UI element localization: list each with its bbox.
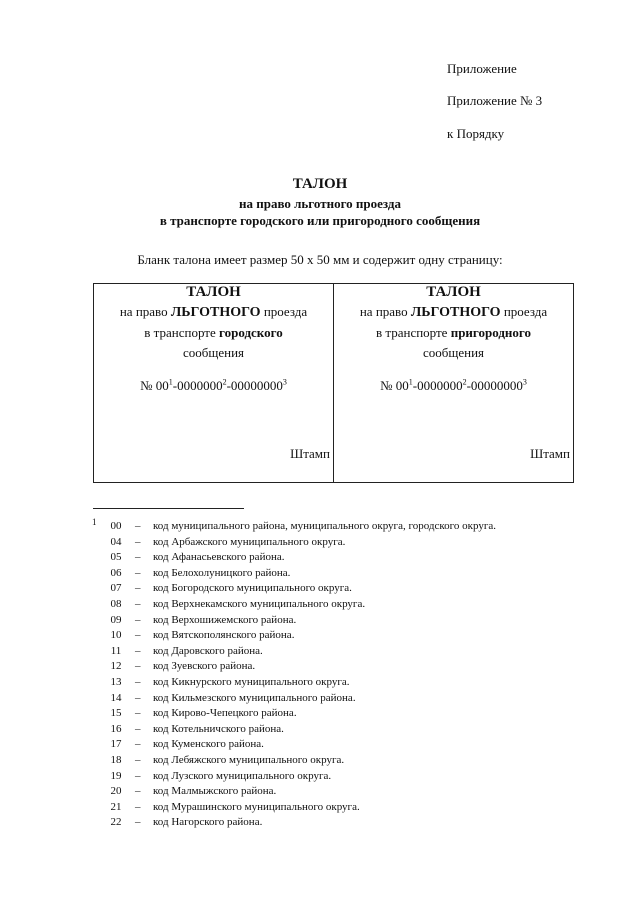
- appendix-label: Приложение: [447, 61, 517, 76]
- footnote-row: [0, 629, 640, 644]
- footnote-row: [0, 567, 640, 582]
- footnote-dash: –: [135, 551, 141, 564]
- footnote-text: код Даровского района.: [153, 644, 263, 657]
- card-line-service: сообщения: [422, 345, 485, 360]
- footnote-row: [0, 754, 640, 769]
- footnote-code: 13: [110, 676, 122, 688]
- footnote-text: код Нагорского района.: [153, 816, 263, 829]
- footnote-text: код Белохолуницкого района.: [153, 566, 291, 579]
- footnote-row: [0, 707, 640, 722]
- footnote-row: [0, 692, 640, 707]
- footnote-code: 06: [110, 566, 122, 579]
- footnote-code: 11: [110, 644, 122, 657]
- footnote-text: код Мурашинского муниципального округа.: [153, 800, 360, 813]
- footnote-text: код Верхошижемского района.: [153, 613, 297, 626]
- footnote-text: код Лебяжского муниципального округа.: [153, 754, 345, 766]
- card-stamp: Штамп: [290, 446, 330, 461]
- footnote-separator: [93, 508, 244, 509]
- document-subtitle-1: на право льготного проезда: [239, 196, 401, 211]
- footnote-dash: –: [135, 520, 141, 532]
- footnote-text: код Богородского муниципального округа.: [153, 582, 352, 595]
- footnote-row: [0, 785, 640, 800]
- footnote-dash: –: [135, 566, 141, 579]
- document-subtitle-2: в транспорте городского или пригородного сообщения: [159, 213, 481, 228]
- footnote-code: 20: [110, 785, 122, 798]
- footnote-row: [0, 582, 640, 597]
- card-stamp: Штамп: [530, 446, 570, 461]
- footnote-dash: –: [135, 629, 141, 642]
- footnote-row: [0, 614, 640, 629]
- footnote-dash: –: [135, 707, 141, 720]
- footnote-row: [0, 520, 640, 535]
- card-number: № $00^1-0000000^2-00000000^3$: [140, 377, 287, 393]
- footnote-dash: –: [135, 800, 141, 813]
- footnote-code: 18: [110, 754, 122, 766]
- footnote-text: код Кильмезского муниципального района.: [153, 691, 356, 704]
- footnote-row: [0, 723, 640, 738]
- footnote-row: [0, 660, 640, 675]
- intro-text: Бланк талона имеет размер 50 х 50 мм и содержит одну страницу:: [137, 252, 503, 267]
- footnote-dash: –: [135, 691, 141, 704]
- footnote-text: код Кикнурского муниципального округа.: [153, 676, 350, 688]
- footnote-dash: –: [135, 785, 141, 798]
- footnote-mark: 1: [92, 517, 97, 527]
- footnote-code: 16: [110, 722, 122, 735]
- card-number: № $00^1-0000000^2-00000000^3$: [380, 377, 527, 393]
- footnote-code: 12: [110, 660, 122, 673]
- footnote-code: 21: [110, 800, 122, 813]
- footnote-dash: –: [135, 754, 141, 766]
- card-line-service: сообщения: [182, 345, 245, 360]
- footnote-row: [0, 551, 640, 566]
- footnote-code: 22: [110, 816, 122, 829]
- footnote-code: 05: [110, 551, 122, 564]
- footnote-dash: –: [135, 660, 141, 673]
- footnote-code: 09: [110, 613, 122, 626]
- footnote-text: код Арбажского муниципального округа.: [153, 535, 346, 548]
- footnote-dash: –: [135, 816, 141, 829]
- footnote-dash: –: [135, 738, 141, 751]
- footnote-text: код Лузского муниципального округа.: [153, 769, 332, 782]
- footnote-code: 15: [110, 707, 122, 720]
- footnote-row: [0, 770, 640, 785]
- footnote-text: код Кирово-Чепецкого района.: [153, 707, 297, 720]
- footnote-text: код Вятскополянского района.: [153, 629, 295, 642]
- footnote-text: код Афанасьевского района.: [153, 551, 285, 564]
- footnote-text: код Зуевского района.: [153, 660, 256, 673]
- document-title: ТАЛОН: [292, 176, 348, 192]
- footnote-text: код Малмыжского района.: [153, 785, 277, 798]
- card-title: ТАЛОН: [186, 284, 241, 300]
- footnote-code: 14: [110, 691, 122, 704]
- footnote-code: 19: [110, 769, 122, 782]
- talon-card-suburban: [333, 283, 574, 483]
- appendix-number: Приложение № 3: [447, 93, 543, 108]
- footnote-code: 04: [110, 535, 122, 548]
- footnote-code: 00: [110, 520, 122, 532]
- footnote-dash: –: [135, 644, 141, 657]
- footnote-dash: –: [135, 722, 141, 735]
- footnote-dash: –: [135, 535, 141, 548]
- footnote-code: 08: [110, 598, 122, 610]
- card-line-transport: в транспорте городского: [144, 325, 283, 340]
- appendix-order-ref: к Порядку: [447, 126, 505, 141]
- footnote-row: [0, 676, 640, 691]
- card-title: ТАЛОН: [426, 284, 481, 300]
- footnote-dash: –: [135, 769, 141, 782]
- footnote-code: 17: [110, 738, 122, 751]
- card-line-right: на право ЛЬГОТНОГО проезда: [119, 304, 308, 320]
- footnote-dash: –: [135, 598, 141, 610]
- footnote-code: 07: [110, 582, 122, 595]
- footnote-dash: –: [135, 613, 141, 626]
- footnote-text: код Верхнекамского муниципального округа.: [153, 598, 366, 610]
- footnote-text: код Котельничского района.: [153, 722, 284, 735]
- footnote-dash: –: [135, 582, 141, 595]
- footnote-text: код муниципального района, муниципального округа, городского округа.: [153, 520, 496, 532]
- footnote-row: [0, 536, 640, 551]
- footnote-text: код Куменского района.: [153, 738, 264, 751]
- footnote-row: [0, 738, 640, 753]
- footnote-row: [0, 816, 640, 831]
- card-line-transport: в транспорте пригородного: [375, 325, 531, 340]
- footnote-row: [0, 801, 640, 816]
- footnote-row: [0, 645, 640, 660]
- talon-card-urban: [93, 283, 334, 483]
- footnote-row: [0, 598, 640, 613]
- card-line-right: на право ЛЬГОТНОГО проезда: [359, 304, 548, 320]
- footnote-dash: –: [135, 676, 141, 688]
- footnote-code: 10: [110, 629, 122, 642]
